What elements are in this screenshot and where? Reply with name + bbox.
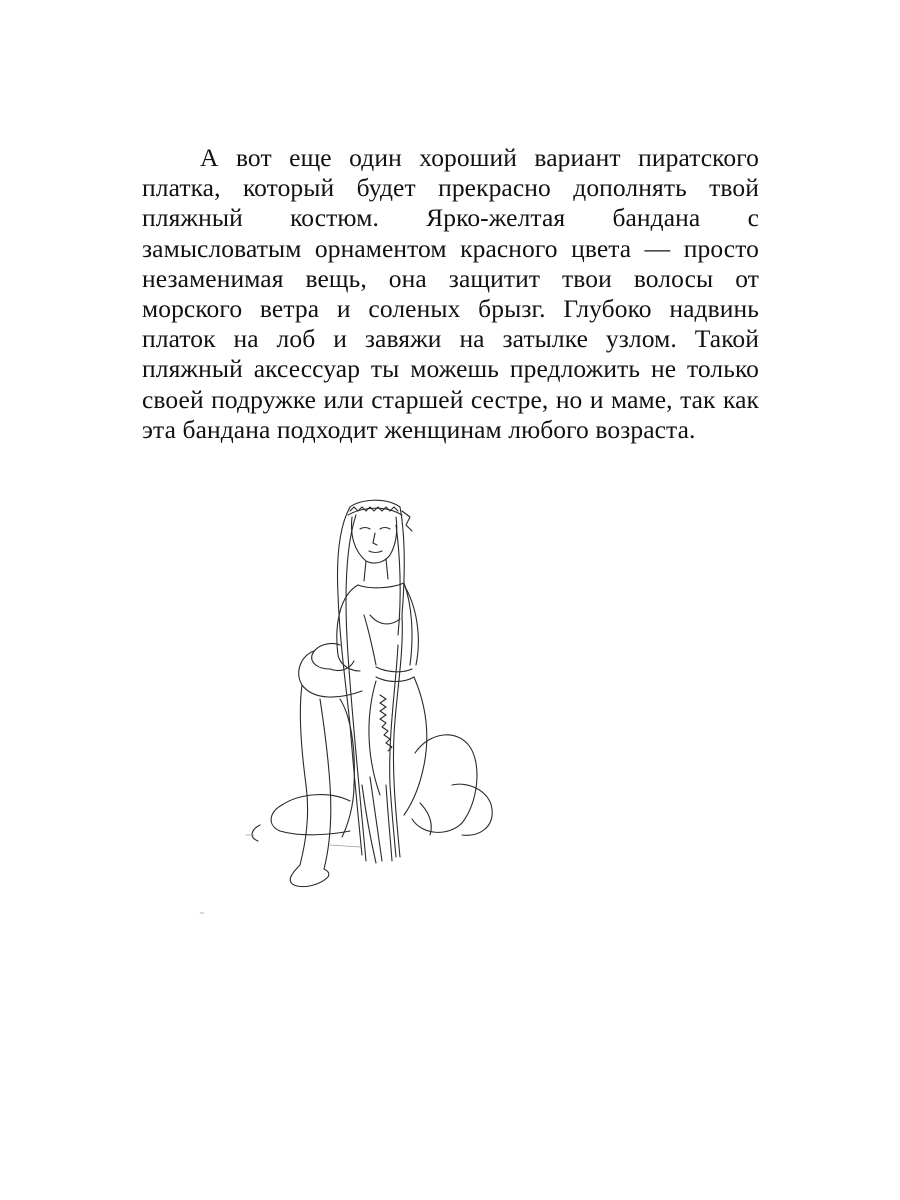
ground xyxy=(200,835,360,913)
legs xyxy=(290,651,362,887)
illustration-woman-bandana xyxy=(190,485,520,915)
torso xyxy=(358,559,414,682)
rocks xyxy=(252,735,492,841)
body-paragraph: А вот еще один хороший вариант пиратского платка, который будет прекрасно дополнять твой пляжный костюм. Ярко-желтая бандана с замысловатым орнаментом красного цвета — просто незаменимая вещь, она защитит твои волосы от морского ветра и соленых брызг. Глубоко надвинь платок на лоб и завяжи на затылке узлом. Такой пляжный аксессуар ты можешь предложить не только своей подружке или старшей сестре, но и маме, так как эта бандана подходит женщинам любого возраста. xyxy=(142,143,759,444)
skirt xyxy=(369,677,427,815)
line-drawing xyxy=(190,485,520,915)
hair xyxy=(338,507,405,863)
face xyxy=(352,517,397,563)
